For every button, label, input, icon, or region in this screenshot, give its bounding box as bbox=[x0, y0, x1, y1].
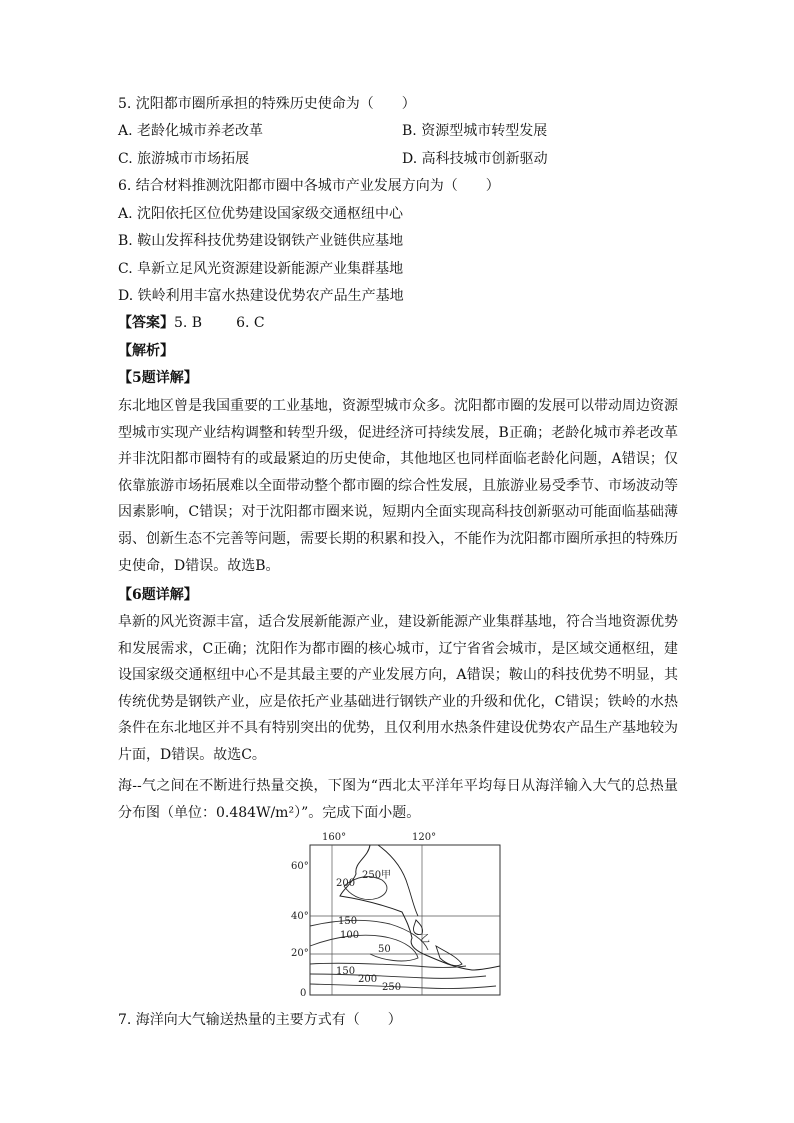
lat-label-20: 20° bbox=[291, 948, 309, 959]
detail6-text: 阜新的风光资源丰富，适合发展新能源产业，建设新能源产业集群基地，符合当地资源优势和发展需求，C正确；沈阳作为都市圈的核心城市，辽宁省省会城市，是区域交通枢纽，建设国家级交通枢纽中心不是其最主要的产业发展方向，A错误；鞍山的科技优势不明显，其传统优势是钢铁产业，应是依托产业基础进行钢铁产业的升级和优化，C错误；铁岭的水热条件在东北地区并不具有特别突出的优势，且仅利用水热条件建设优势农产品生产基地较为片面，D错误。故选C。 bbox=[118, 614, 678, 763]
contour-label-250a: 250 bbox=[362, 870, 382, 881]
contour-100 bbox=[310, 935, 418, 961]
intro-text: 海--气之间在不断进行热量交换，下图为“西北太平洋年平均每日从海洋输入大气的总热量分布图（单位：0.484W/m²）”。完成下面小题。 bbox=[118, 778, 678, 821]
contour-low-1 bbox=[310, 963, 466, 967]
japan-island bbox=[413, 920, 422, 935]
lon-label-160: 160° bbox=[322, 832, 347, 843]
contour-label-250b: 250 bbox=[382, 982, 402, 993]
point-jia: 甲 bbox=[381, 870, 391, 881]
contour-label-50: 50 bbox=[378, 944, 391, 955]
contour-label-150b: 150 bbox=[336, 966, 356, 977]
q6-option-c: C. 阜新立足风光资源建设新能源产业集群基地 bbox=[118, 261, 404, 277]
asia-coastline bbox=[340, 845, 500, 970]
taiwan-island bbox=[436, 946, 462, 966]
lat-label-40: 40° bbox=[291, 911, 309, 922]
contour-label-100: 100 bbox=[340, 930, 360, 941]
answer-6: 6. C bbox=[236, 315, 265, 331]
heat-flux-map bbox=[286, 828, 512, 1000]
detail5-label: 【5题详解】 bbox=[118, 370, 198, 386]
lat-label-0: 0 bbox=[300, 988, 307, 999]
contour-low-3 bbox=[310, 984, 496, 989]
analysis-label: 【解析】 bbox=[118, 343, 174, 359]
q5-option-a: A. 老龄化城市养老改革 bbox=[118, 123, 264, 139]
contour-label-150a: 150 bbox=[338, 916, 358, 927]
q7-stem: 7. 海洋向大气输送热量的主要方式有（ ） bbox=[118, 1012, 402, 1028]
detail5-text: 东北地区曾是我国重要的工业基地，资源型城市众多。沈阳都市圈的发展可以带动周边资源型城市实现产业结构调整和转型升级，促进经济可持续发展，B正确；老龄化城市养老改革并非沈阳都市圈特有的或最紧迫的历史使命，其他地区也同样面临老龄化问题，A错误；仅依靠旅游市场拓展难以全面带动整个都市圈的综合性发展，且旅游业易受季节、市场波动等因素影响，C错误；对于沈阳都市圈来说，短期内全面实现高科技创新驱动可能面临基础薄弱、创新生态不完善等问题，需要长期的积累和投入，不能作为沈阳都市圈所承担的特殊历史使命，D错误。故选B。 bbox=[118, 398, 678, 574]
answer-label: 【答案】 bbox=[118, 315, 174, 331]
lon-label-120: 120° bbox=[412, 832, 437, 843]
q6-option-d: D. 铁岭利用丰富水热建设优势农产品生产基地 bbox=[118, 288, 404, 304]
q6-option-a: A. 沈阳依托区位优势建设国家级交通枢纽中心 bbox=[118, 206, 404, 222]
answer-5: 5. B bbox=[174, 315, 203, 331]
point-yi: 乙 bbox=[420, 934, 430, 945]
q5-stem: 5. 沈阳都市圈所承担的特殊历史使命为（ ） bbox=[118, 96, 416, 112]
contour-label-200a: 200 bbox=[336, 878, 356, 889]
q5-option-d: D. 高科技城市创新驱动 bbox=[402, 151, 548, 167]
lat-label-60: 60° bbox=[291, 861, 309, 872]
q6-option-b: B. 鞍山发挥科技优势建设钢铁产业链供应基地 bbox=[118, 233, 404, 249]
contour-label-200b: 200 bbox=[358, 974, 378, 985]
q6-stem: 6. 结合材料推测沈阳都市圈中各城市产业发展方向为（ ） bbox=[118, 178, 500, 194]
q5-option-c: C. 旅游城市市场拓展 bbox=[118, 151, 250, 167]
answer-line bbox=[118, 313, 265, 333]
heat-flux-map-svg bbox=[286, 828, 512, 1000]
detail6-label: 【6题详解】 bbox=[118, 587, 198, 603]
q5-option-b: B. 资源型城市转型发展 bbox=[402, 123, 548, 139]
